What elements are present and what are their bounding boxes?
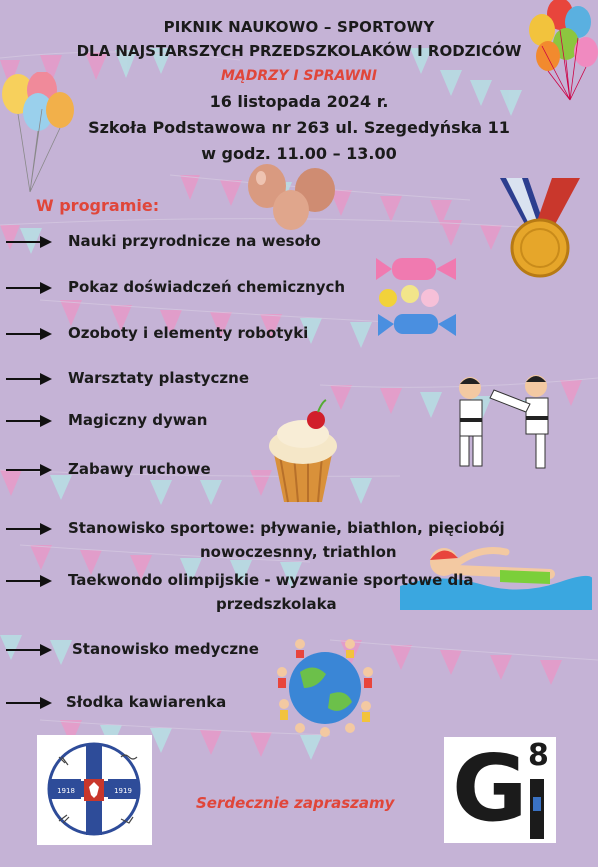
- program-item: [0, 278, 560, 302]
- program-item: [0, 460, 560, 484]
- program-item: [0, 571, 560, 619]
- g8-logo-bar-accent: [533, 797, 541, 811]
- arrow-right-icon: [6, 372, 52, 386]
- invitation-text: Serdecznie zapraszamy: [196, 794, 395, 812]
- program-item-label-continued: nowoczesnny, triathlon: [200, 543, 397, 561]
- event-place: Szkoła Podstawowa nr 263 ul. Szegedyńska 11: [88, 118, 510, 137]
- arrow-right-icon: [6, 522, 52, 536]
- program-item: [0, 232, 560, 256]
- school-logo-year-left: 1918: [57, 787, 75, 795]
- arrow-right-icon: [6, 643, 52, 657]
- arrow-right-icon: [6, 696, 52, 710]
- arrow-right-icon: [6, 235, 52, 249]
- rose-gold-balloons-icon: [245, 160, 340, 240]
- program-item-label: Magiczny dywan: [68, 411, 208, 429]
- program-item-label: Pokaz doświadczeń chemicznych: [68, 278, 346, 296]
- program-item-label: Stanowisko medyczne: [72, 640, 259, 658]
- program-item-label-continued: przedszkolaka: [216, 595, 337, 613]
- program-item: [0, 693, 560, 717]
- arrow-right-icon: [6, 414, 52, 428]
- program-item-label: Nauki przyrodnicze na wesoło: [68, 232, 321, 250]
- arrow-right-icon: [6, 327, 52, 341]
- event-date: 16 listopada 2024 r.: [209, 92, 389, 111]
- program-item-label: Warsztaty plastyczne: [68, 369, 250, 387]
- arrow-right-icon: [6, 463, 52, 477]
- g8-logo-letter: G: [452, 735, 528, 842]
- program-item: [0, 411, 560, 435]
- program-item-label: Ozoboty i elementy robotyki: [68, 324, 309, 342]
- arrow-right-icon: [6, 574, 52, 588]
- g8-logo: [444, 737, 556, 843]
- medal-icon: [492, 172, 587, 282]
- program-item: [0, 519, 560, 567]
- program-item-label: Słodka kawiarenka: [66, 693, 227, 711]
- slogan: MĄDRZY I SPRAWNI: [221, 68, 377, 84]
- program-item: [0, 640, 560, 664]
- program-item: [0, 369, 560, 393]
- school-logo: [37, 735, 152, 845]
- event-time: w godz. 11.00 – 13.00: [201, 144, 397, 163]
- program-title: W programie:: [36, 196, 160, 215]
- school-logo-year-right: 1919: [114, 787, 132, 795]
- title-line1: PIKNIK NAUKOWO – SPORTOWY: [163, 18, 435, 36]
- program-item: [0, 324, 560, 348]
- title-line2: DLA NAJSTARSZYCH PRZEDSZKOLAKÓW I RODZICÓW: [76, 42, 522, 60]
- arrow-right-icon: [6, 281, 52, 295]
- g8-logo-number: 8: [528, 738, 549, 773]
- program-item-label: Taekwondo olimpijskie - wyzwanie sportowe dla: [68, 571, 474, 589]
- program-item-label: Zabawy ruchowe: [68, 460, 211, 478]
- program-item-label: Stanowisko sportowe: pływanie, biathlon, pięciobój: [68, 519, 505, 537]
